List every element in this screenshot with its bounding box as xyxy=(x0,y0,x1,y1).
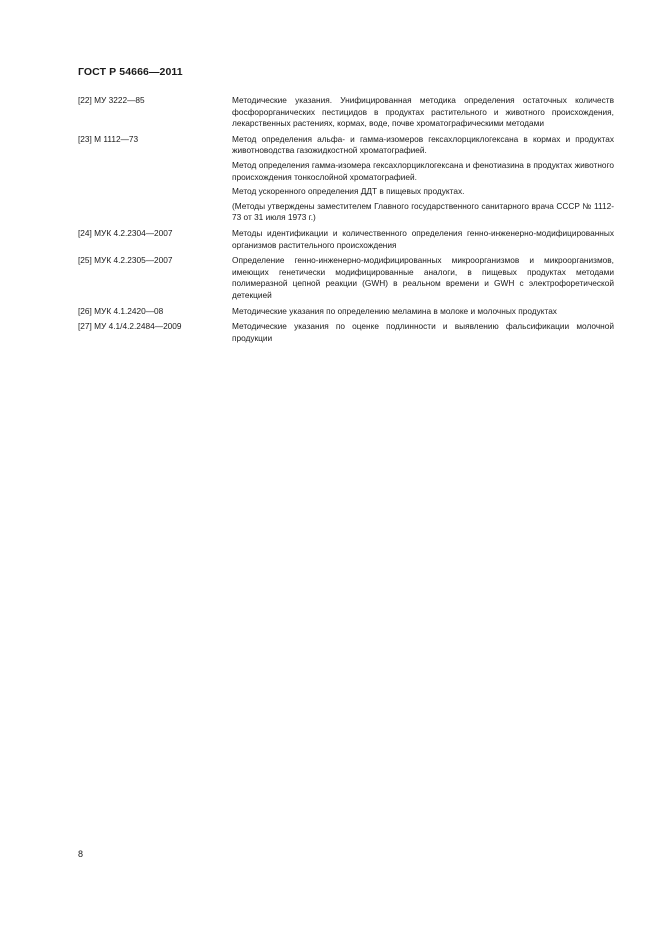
reference-description xyxy=(232,321,614,344)
reference-item xyxy=(78,306,614,318)
reference-item xyxy=(78,95,614,130)
reference-paragraph: Метод ускоренного определения ДДТ в пищевых продуктах. xyxy=(232,186,465,197)
reference-code: [22] МУ 3222—85 xyxy=(78,95,145,105)
reference-item xyxy=(78,321,614,344)
page-number: 8 xyxy=(78,849,84,859)
reference-code: [24] МУК 4.2.2304—2007 xyxy=(78,227,173,238)
reference-paragraph: Методические указания по оценке подлинности и выявлению фальсификации молочной продукции xyxy=(232,321,614,343)
reference-paragraph: Метод определения гамма-изомера гексахлорциклогексана и фенотиазина в продуктах животного происхождения тонкослойной хроматографией. xyxy=(232,159,614,182)
reference-item xyxy=(78,255,614,301)
reference-description xyxy=(232,228,614,251)
reference-item xyxy=(78,228,614,251)
reference-paragraph: Методические указания. Унифицированная методика определения остаточных количеств фосфорорганических пестицидов в продуктах растительного и животного происхождения, лекарственных растениях, кормах, воде, почве хроматографическими методами xyxy=(232,95,614,129)
references-list xyxy=(78,95,614,348)
reference-paragraph: (Методы утверждены заместителем Главного государственного санитарного врача СССР № 1112-73 от 31 июля 1973 г.) xyxy=(232,200,614,223)
reference-description xyxy=(232,134,614,224)
reference-code: [25] МУК 4.2.2305—2007 xyxy=(78,255,173,266)
document-standard-id: ГОСТ Р 54666—2011 xyxy=(78,66,183,78)
reference-description xyxy=(232,255,614,301)
reference-code: [27] МУ 4.1/4.2.2484—2009 xyxy=(78,321,182,332)
reference-paragraph: Методы идентификации и количественного определения генно-инженерно-модифицированных организмов растительного происхождения xyxy=(232,227,614,250)
reference-code: [23] М 1112—73 xyxy=(78,133,139,144)
reference-paragraph: Метод определения альфа- и гамма-изомеров гексахлорциклогексана в кормах и продуктах животноводства газожидкостной хроматографией. xyxy=(232,133,614,156)
reference-paragraph: Определение генно-инженерно-модифицированных микроорганизмов и микроорганизмов, имеющих генетически модифицированные аналоги, в пищевых продуктах методами полимеразной цепной реакции (GWH) в реальном времени и GWH с электрофоретической детекцией xyxy=(232,255,614,300)
reference-paragraph: Методические указания по определению меламина в молоке и молочных продуктах xyxy=(232,305,557,316)
reference-description xyxy=(232,306,614,318)
reference-description xyxy=(232,95,614,130)
reference-code: [26] МУК 4.1.2420—08 xyxy=(78,305,164,316)
reference-item xyxy=(78,134,614,224)
